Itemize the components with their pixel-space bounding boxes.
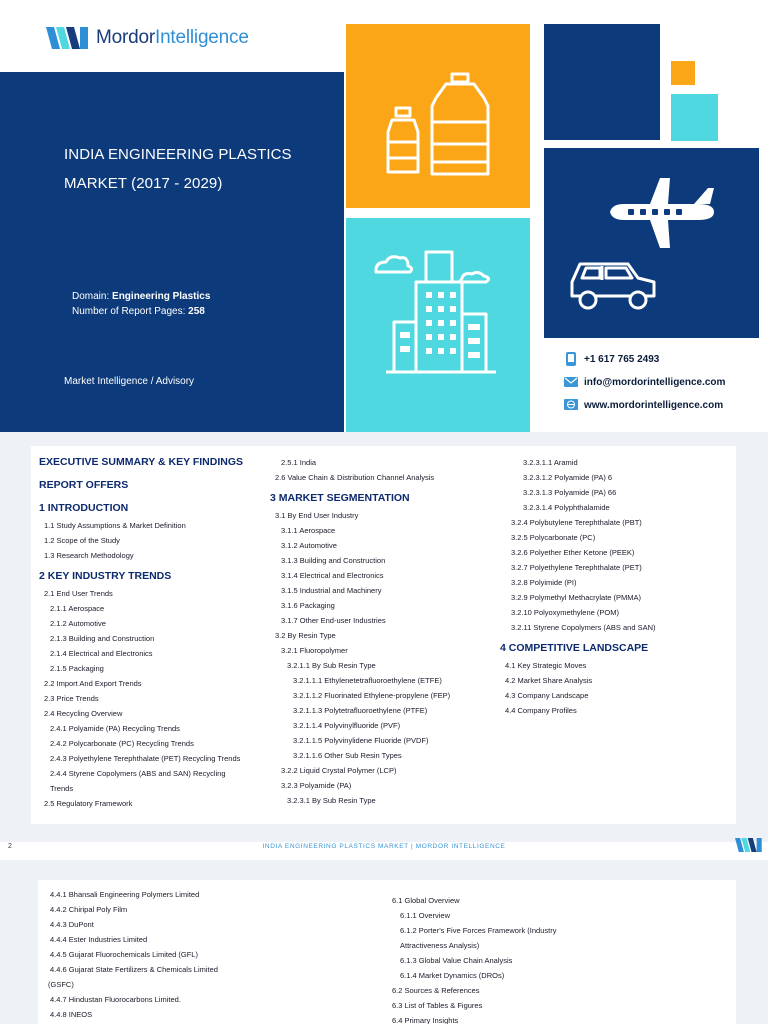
brand-logo <box>46 24 249 52</box>
toc-entry: 6.1.2 Porter's Five Forces Framework (Industry <box>400 926 557 935</box>
toc-entry: 2.4 Recycling Overview <box>44 709 123 718</box>
city-buildings-icon <box>346 218 530 432</box>
domain-label: Domain: <box>72 291 110 302</box>
mordor-logo-icon <box>46 27 90 49</box>
toc-entry: 3.2.9 Polymethyl Methacrylate (PMMA) <box>511 593 642 602</box>
toc-entry: 4.4.4 Ester Industries Limited <box>50 935 148 944</box>
toc-entry: 2.1.5 Packaging <box>50 664 104 673</box>
brand-name-part1: Mordor <box>96 27 155 48</box>
brand-name-part2: Intelligence <box>154 27 249 48</box>
phone-icon <box>564 352 578 366</box>
toc-entry: 6.1.3 Global Value Chain Analysis <box>400 956 513 965</box>
toc-entry: 3.2.3.1.4 Polyphthalamide <box>523 503 610 512</box>
toc-entry: 4.4.6 Gujarat State Fertilizers & Chemicals Limited <box>50 965 218 974</box>
toc-entry: 4.4.1 Bhansali Engineering Polymers Limited <box>50 890 200 899</box>
toc-entry: 3.2.1.1.4 Polyvinylfluoride (PVF) <box>293 721 401 730</box>
toc-entry: 3.2.3 Polyamide (PA) <box>281 781 352 790</box>
contact-phone[interactable] <box>564 350 659 368</box>
packaging-tile <box>346 24 530 208</box>
contact-website[interactable] <box>564 396 723 414</box>
toc-entry: 4.4.5 Gujarat Fluorochemicals Limited (GFL) <box>50 950 198 959</box>
toc-entry: 3.2.1.1.2 Fluorinated Ethylene-propylene (FEP) <box>293 691 451 700</box>
table-of-contents <box>31 446 736 824</box>
toc-entry: 3.2.3.1.1 Aramid <box>523 458 578 467</box>
toc-entry: 3.2.2 Liquid Crystal Polymer (LCP) <box>281 766 397 775</box>
toc-entry: 3.1 By End User Industry <box>275 511 359 520</box>
domain-value: Engineering Plastics <box>112 291 211 302</box>
toc-entry: 2.1.1 Aerospace <box>50 604 105 613</box>
website-url[interactable]: www.mordorintelligence.com <box>584 399 724 411</box>
toc-entry: 2.1.3 Building and Construction <box>50 634 155 643</box>
cover-title-line1: INDIA ENGINEERING PLASTICS <box>64 146 292 163</box>
toc-entry: 2.1 End User Trends <box>44 589 113 598</box>
toc-section-heading: 1 INTRODUCTION <box>39 502 129 514</box>
toc-entry: 1.1 Study Assumptions & Market Definition <box>44 521 186 530</box>
globe-icon <box>564 398 578 412</box>
decor-tile-cyan <box>671 94 718 141</box>
toc-entry: 3.1.3 Building and Construction <box>281 556 386 565</box>
toc-entry: 3.2.10 Polyoxymethylene (POM) <box>511 608 619 617</box>
email-address[interactable]: info@mordorintelligence.com <box>584 376 726 388</box>
toc-entry: 3.1.6 Packaging <box>281 601 335 610</box>
toc-entry: 4.4.7 Hindustan Fluorocarbons Limited. <box>50 995 181 1004</box>
toc-entry: 3.2.1 Fluoropolymer <box>281 646 348 655</box>
car-icon <box>566 258 660 314</box>
toc-entry: 3.2.1.1.5 Polyvinylidene Fluoride (PVDF) <box>293 736 429 745</box>
toc-entry: 6.4 Primary Insights <box>392 1016 459 1024</box>
toc-entry: 4.4 Company Profiles <box>505 706 577 715</box>
toc-entry: 2.3 Price Trends <box>44 694 99 703</box>
page-footer-text: INDIA ENGINEERING PLASTICS MARKET | MORDOR INTELLIGENCE <box>262 843 506 850</box>
toc-entry: 1.3 Research Methodology <box>44 551 134 560</box>
toc-entry: 2.4.2 Polycarbonate (PC) Recycling Trends <box>50 739 194 748</box>
toc-entry: 3.2.1.1 By Sub Resin Type <box>287 661 376 670</box>
toc-entry: 3.2.5 Polycarbonate (PC) <box>511 533 596 542</box>
airplane-icon <box>602 178 722 248</box>
toc-entry: 3.2.3.1 By Sub Resin Type <box>287 796 376 805</box>
toc-section-heading: 2 KEY INDUSTRY TRENDS <box>39 570 172 582</box>
toc-entry: 2.4.4 Styrene Copolymers (ABS and SAN) Recycling <box>50 769 226 778</box>
construction-tile <box>346 218 530 432</box>
toc-entry: Attractiveness Analysis) <box>400 941 480 950</box>
toc-entry: 3.1.1 Aerospace <box>281 526 336 535</box>
toc-section-heading: 4 COMPETITIVE LANDSCAPE <box>500 642 649 654</box>
toc-entry: 3.2 By Resin Type <box>275 631 336 640</box>
cover-title-line2: MARKET (2017 - 2029) <box>64 175 223 192</box>
toc-entry: (GSFC) <box>48 980 74 989</box>
toc-entry: 3.2.3.1.3 Polyamide (PA) 66 <box>523 488 617 497</box>
toc-entry: 6.1 Global Overview <box>392 896 460 905</box>
toc-entry: 4.1 Key Strategic Moves <box>505 661 587 670</box>
email-icon <box>564 375 578 389</box>
toc-entry: 2.1.4 Electrical and Electronics <box>50 649 153 658</box>
toc-entry: 3.1.4 Electrical and Electronics <box>281 571 384 580</box>
cover-title <box>64 140 334 198</box>
toc-entry: 3.2.7 Polyethylene Terephthalate (PET) <box>511 563 642 572</box>
toc-entry: 4.4.3 DuPont <box>50 920 94 929</box>
toc-entry: 3.2.3.1.2 Polyamide (PA) 6 <box>523 473 613 482</box>
phone-number[interactable]: +1 617 765 2493 <box>584 353 660 365</box>
toc-entry: 6.1.4 Market Dynamics (DROs) <box>400 971 505 980</box>
advisory-text: Market Intelligence / Advisory <box>64 376 195 387</box>
toc-entry: 6.3 List of Tables & Figures <box>392 1001 483 1010</box>
toc-entry: 2.6 Value Chain & Distribution Channel Analysis <box>275 473 435 482</box>
toc-entry: 3.1.2 Automotive <box>281 541 337 550</box>
toc-entry: 3.2.1.1.1 Ethylenetetrafluoroethylene (ETFE) <box>293 676 442 685</box>
toc-entry: 4.4.8 INEOS <box>50 1010 93 1019</box>
toc-entry: 3.2.4 Polybutylene Terephthalate (PBT) <box>511 518 642 527</box>
toc-entry: 3.2.8 Polyimide (PI) <box>511 578 577 587</box>
toc-entry: 4.4.2 Chiripal Poly Film <box>50 905 128 914</box>
toc-entry: 2.4.3 Polyethylene Terephthalate (PET) Recycling Trends <box>50 754 241 763</box>
toc-section-heading: EXECUTIVE SUMMARY & KEY FINDINGS <box>39 456 244 468</box>
decor-tile-orange-small <box>671 61 695 85</box>
toc-entry: 2.5 Regulatory Framework <box>44 799 133 808</box>
toc-section-heading: REPORT OFFERS <box>39 479 129 491</box>
decor-tile-navy <box>544 24 660 140</box>
transport-tile <box>544 148 759 338</box>
toc-entry: 2.2 Import And Export Trends <box>44 679 142 688</box>
toc-entry: 3.2.6 Polyether Ether Ketone (PEEK) <box>511 548 635 557</box>
contact-email[interactable] <box>564 373 725 391</box>
toc-entry: 3.1.7 Other End-user Industries <box>281 616 386 625</box>
toc-entry: 2.5.1 India <box>281 458 317 467</box>
toc-entry: 2.4.1 Polyamide (PA) Recycling Trends <box>50 724 180 733</box>
toc-entry: 3.2.11 Styrene Copolymers (ABS and SAN) <box>511 623 656 632</box>
toc-entry: 6.2 Sources & References <box>392 986 480 995</box>
toc-entry: 6.1.1 Overview <box>400 911 451 920</box>
toc-entry: 3.2.1.1.3 Polytetrafluoroethylene (PTFE) <box>293 706 428 715</box>
toc-entry: Trends <box>50 784 74 793</box>
brand-name <box>96 27 249 49</box>
toc-entry: 1.2 Scope of the Study <box>44 536 120 545</box>
toc-entry: 3.1.5 Industrial and Machinery <box>281 586 382 595</box>
toc-entry: 3.2.1.1.6 Other Sub Resin Types <box>293 751 402 760</box>
report-meta <box>72 289 210 319</box>
pages-value: 258 <box>188 306 205 317</box>
bottles-icon <box>346 24 530 208</box>
toc-entry: 4.2 Market Share Analysis <box>505 676 593 685</box>
toc-entry: 4.3 Company Landscape <box>505 691 589 700</box>
page2-toc <box>38 880 736 1024</box>
footer-logo-icon <box>734 838 764 857</box>
pages-label: Number of Report Pages: <box>72 306 186 317</box>
toc-entry: 2.1.2 Automotive <box>50 619 106 628</box>
page-number: 2 <box>8 843 12 850</box>
toc-section-heading: 3 MARKET SEGMENTATION <box>270 492 410 504</box>
